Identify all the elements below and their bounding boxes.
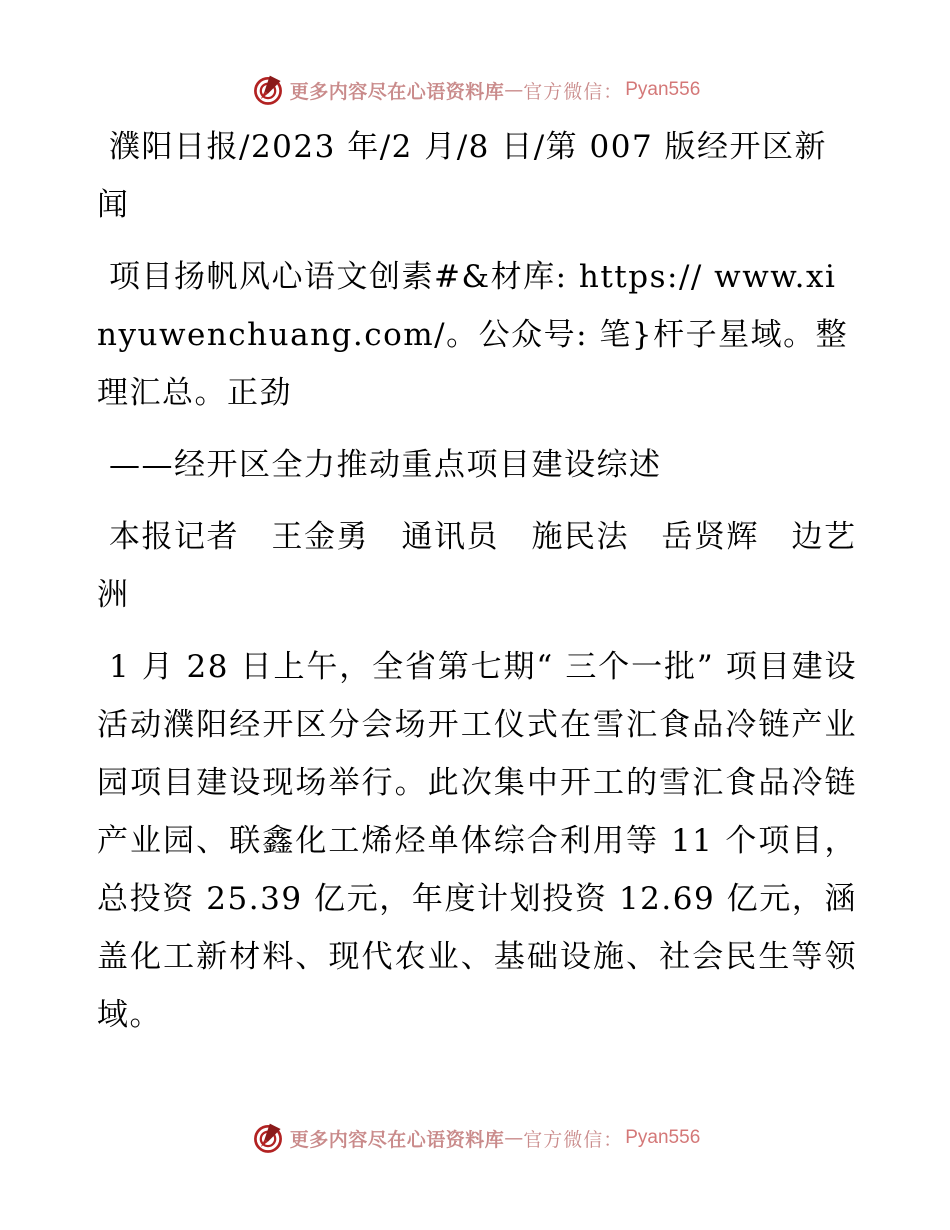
watermark-contact-label: 官方微信： — [523, 80, 624, 103]
watermark-separator: — — [504, 1127, 524, 1149]
watermark-contact-id: Pyan556 — [625, 1127, 701, 1148]
source-line: 濮阳日报/2023 年/2 月/8 日/第 007 版经开区新闻 — [97, 129, 828, 223]
pen-logo-icon — [250, 72, 286, 108]
article-subtitle: ——经开区全力推动重点项目建设综述 — [109, 447, 662, 483]
article-body — [97, 118, 857, 1058]
paragraph-1: 1 月 28 日上午，全省第七期“ 三个一批” 项目建设活动濮阳经开区分会场开工仪式在雪汇食品冷链产业园项目建设现场举行。此次集中开工的雪汇食品冷链产业园、联鑫化工烯烃单体综合利用等 11 个项目，总投资 25.39 亿元，年度计划投资 12.69 亿元，涵盖化工新材料、现代农业、基础设施、社会民生等领域。 — [97, 649, 857, 1033]
pen-logo-icon — [250, 1120, 286, 1156]
watermark-contact-id: Pyan556 — [625, 79, 701, 100]
byline: 本报记者 王金勇 通讯员 施民法 岳贤辉 边艺洲 — [97, 519, 857, 613]
watermark-text: 更多内容尽在心语资料库 — [289, 80, 505, 103]
footer-watermark — [0, 1118, 950, 1158]
article-title: 项目扬帆风心语文创素#&材库: https:// www.xinyuwenchuang.com/。公众号: 笔}杆子星域。整理汇总。正劲 — [97, 259, 849, 411]
watermark-separator: — — [504, 79, 524, 101]
header-watermark — [0, 70, 950, 110]
watermark-contact-label: 官方微信： — [523, 1128, 624, 1151]
watermark-text: 更多内容尽在心语资料库 — [289, 1128, 505, 1151]
